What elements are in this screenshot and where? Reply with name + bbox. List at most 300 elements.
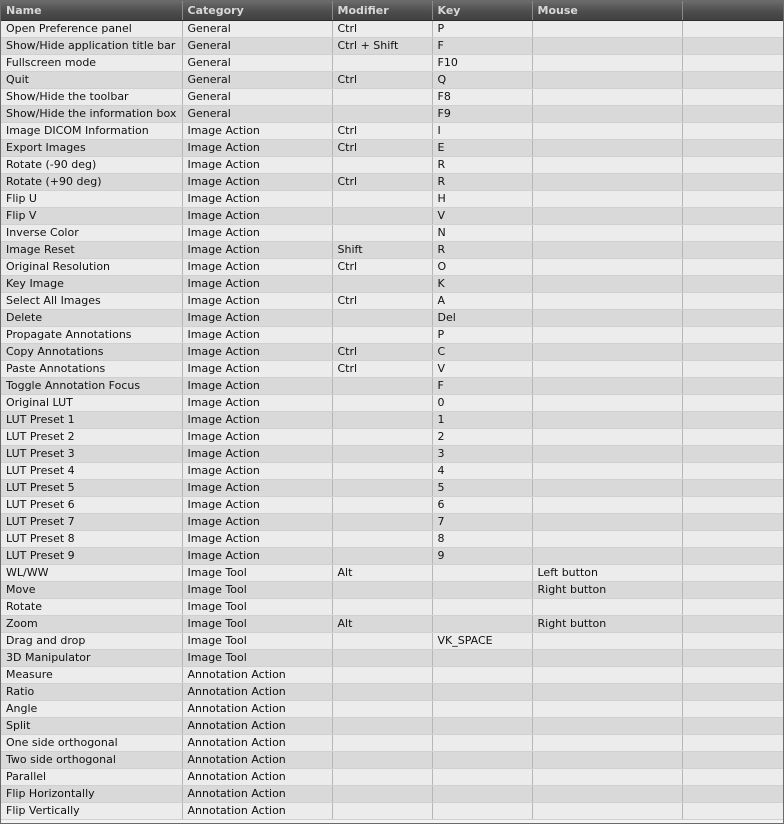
table-row[interactable] (1, 38, 783, 55)
category-cell: Image Action (182, 548, 332, 565)
mouse-cell (532, 89, 682, 106)
table-row[interactable] (1, 548, 783, 565)
mouse-cell: Left button (532, 565, 682, 582)
modifier-cell: Alt (332, 616, 432, 633)
name-cell: WL/WW (1, 565, 182, 582)
category-cell: Image Action (182, 174, 332, 191)
filler-cell (682, 565, 783, 582)
key-cell: N (432, 225, 532, 242)
name-cell: Propagate Annotations (1, 327, 182, 344)
table-row[interactable] (1, 123, 783, 140)
mouse-cell (532, 208, 682, 225)
filler-cell (682, 293, 783, 310)
table-row[interactable] (1, 463, 783, 480)
category-cell: Annotation Action (182, 718, 332, 735)
key-cell: 2 (432, 429, 532, 446)
category-cell: Image Action (182, 429, 332, 446)
category-cell: General (182, 72, 332, 89)
filler-cell (682, 701, 783, 718)
filler-cell (682, 463, 783, 480)
modifier-cell (332, 276, 432, 293)
table-row[interactable] (1, 684, 783, 701)
name-cell: Inverse Color (1, 225, 182, 242)
name-cell: LUT Preset 3 (1, 446, 182, 463)
key-cell (432, 684, 532, 701)
modifier-cell (332, 701, 432, 718)
name-cell: One side orthogonal (1, 735, 182, 752)
filler-cell (682, 497, 783, 514)
modifier-cell: Ctrl (332, 293, 432, 310)
key-cell: 8 (432, 531, 532, 548)
key-cell: R (432, 174, 532, 191)
name-cell: LUT Preset 2 (1, 429, 182, 446)
filler-cell (682, 803, 783, 820)
filler-cell (682, 667, 783, 684)
mouse-cell (532, 276, 682, 293)
filler-cell (682, 718, 783, 735)
mouse-cell (532, 684, 682, 701)
key-cell: 6 (432, 497, 532, 514)
category-cell: Image Action (182, 378, 332, 395)
name-cell: Key Image (1, 276, 182, 293)
key-cell: Del (432, 310, 532, 327)
name-cell: Move (1, 582, 182, 599)
column-header-modifier[interactable]: Modifier (332, 1, 432, 21)
modifier-cell: Shift (332, 242, 432, 259)
key-cell (432, 599, 532, 616)
table-row[interactable] (1, 276, 783, 293)
category-cell: Annotation Action (182, 667, 332, 684)
name-cell: Rotate (1, 599, 182, 616)
key-cell: R (432, 157, 532, 174)
modifier-cell: Ctrl + Shift (332, 38, 432, 55)
filler-cell (682, 650, 783, 667)
table-row[interactable] (1, 514, 783, 531)
modifier-cell (332, 378, 432, 395)
name-cell: LUT Preset 9 (1, 548, 182, 565)
table-row[interactable] (1, 803, 783, 820)
modifier-cell (332, 531, 432, 548)
mouse-cell (532, 293, 682, 310)
name-cell: Parallel (1, 769, 182, 786)
table-row[interactable] (1, 242, 783, 259)
category-cell: Image Action (182, 446, 332, 463)
category-cell: Image Action (182, 140, 332, 157)
name-cell: LUT Preset 7 (1, 514, 182, 531)
filler-cell (682, 259, 783, 276)
mouse-cell (532, 327, 682, 344)
category-cell: Image Action (182, 293, 332, 310)
category-cell: Image Action (182, 276, 332, 293)
mouse-cell (532, 412, 682, 429)
category-cell: Image Tool (182, 633, 332, 650)
key-cell: 5 (432, 480, 532, 497)
mouse-cell (532, 769, 682, 786)
name-cell: Show/Hide the information box (1, 106, 182, 123)
name-cell: Delete (1, 310, 182, 327)
table-header-row (1, 1, 783, 21)
category-cell: Image Tool (182, 565, 332, 582)
name-cell: Split (1, 718, 182, 735)
filler-cell (682, 633, 783, 650)
filler-cell (682, 344, 783, 361)
category-cell: Annotation Action (182, 752, 332, 769)
category-cell: Annotation Action (182, 735, 332, 752)
filler-cell (682, 89, 783, 106)
name-cell: Flip U (1, 191, 182, 208)
modifier-cell (332, 225, 432, 242)
name-cell: Drag and drop (1, 633, 182, 650)
key-cell: K (432, 276, 532, 293)
table-row[interactable] (1, 667, 783, 684)
category-cell: Annotation Action (182, 684, 332, 701)
filler-cell (682, 786, 783, 803)
key-cell: Q (432, 72, 532, 89)
filler-cell (682, 310, 783, 327)
table-row[interactable] (1, 531, 783, 548)
name-cell: Fullscreen mode (1, 55, 182, 72)
modifier-cell (332, 55, 432, 72)
table-row[interactable] (1, 497, 783, 514)
modifier-cell (332, 106, 432, 123)
modifier-cell (332, 89, 432, 106)
filler-cell (682, 616, 783, 633)
key-cell: A (432, 293, 532, 310)
filler-cell (682, 378, 783, 395)
filler-cell (682, 582, 783, 599)
key-cell: F8 (432, 89, 532, 106)
mouse-cell (532, 310, 682, 327)
modifier-cell (332, 327, 432, 344)
mouse-cell (532, 361, 682, 378)
mouse-cell (532, 72, 682, 89)
table-row[interactable] (1, 293, 783, 310)
name-cell: Export Images (1, 140, 182, 157)
key-cell: 4 (432, 463, 532, 480)
key-cell: I (432, 123, 532, 140)
table-row[interactable] (1, 650, 783, 667)
modifier-cell: Ctrl (332, 361, 432, 378)
table-row[interactable] (1, 769, 783, 786)
mouse-cell (532, 140, 682, 157)
table-row[interactable] (1, 565, 783, 582)
modifier-cell (332, 684, 432, 701)
filler-cell (682, 38, 783, 55)
modifier-cell (332, 786, 432, 803)
category-cell: General (182, 38, 332, 55)
key-cell: E (432, 140, 532, 157)
mouse-cell (532, 480, 682, 497)
filler-cell (682, 21, 783, 38)
mouse-cell (532, 395, 682, 412)
table-row[interactable] (1, 72, 783, 89)
category-cell: Image Action (182, 514, 332, 531)
filler-cell (682, 140, 783, 157)
mouse-cell (532, 463, 682, 480)
modifier-cell (332, 633, 432, 650)
table-row[interactable] (1, 89, 783, 106)
category-cell: Image Action (182, 242, 332, 259)
table-row[interactable] (1, 429, 783, 446)
table-row[interactable] (1, 106, 783, 123)
name-cell: Rotate (-90 deg) (1, 157, 182, 174)
key-cell: R (432, 242, 532, 259)
mouse-cell (532, 752, 682, 769)
category-cell: Image Action (182, 208, 332, 225)
modifier-cell (332, 157, 432, 174)
modifier-cell (332, 191, 432, 208)
name-cell: LUT Preset 1 (1, 412, 182, 429)
name-cell: Rotate (+90 deg) (1, 174, 182, 191)
table-row[interactable] (1, 446, 783, 463)
table-row[interactable] (1, 412, 783, 429)
table-row[interactable] (1, 633, 783, 650)
mouse-cell (532, 242, 682, 259)
name-cell: Paste Annotations (1, 361, 182, 378)
table-row[interactable] (1, 21, 783, 38)
modifier-cell (332, 650, 432, 667)
mouse-cell (532, 429, 682, 446)
name-cell: Image Reset (1, 242, 182, 259)
filler-cell (682, 395, 783, 412)
mouse-cell: Right button (532, 582, 682, 599)
key-cell: P (432, 21, 532, 38)
column-header-key[interactable]: Key (432, 1, 532, 21)
mouse-cell (532, 259, 682, 276)
modifier-cell (332, 429, 432, 446)
key-cell (432, 565, 532, 582)
name-cell: LUT Preset 5 (1, 480, 182, 497)
name-cell: Select All Images (1, 293, 182, 310)
modifier-cell: Ctrl (332, 344, 432, 361)
modifier-cell: Ctrl (332, 72, 432, 89)
table-row[interactable] (1, 327, 783, 344)
key-cell: F9 (432, 106, 532, 123)
filler-cell (682, 735, 783, 752)
name-cell: LUT Preset 6 (1, 497, 182, 514)
name-cell: Measure (1, 667, 182, 684)
filler-cell (682, 174, 783, 191)
category-cell: Image Action (182, 361, 332, 378)
category-cell: Image Action (182, 157, 332, 174)
table-row[interactable] (1, 752, 783, 769)
mouse-cell (532, 599, 682, 616)
key-cell: H (432, 191, 532, 208)
category-cell: Image Tool (182, 616, 332, 633)
category-cell: General (182, 21, 332, 38)
mouse-cell (532, 157, 682, 174)
mouse-cell (532, 123, 682, 140)
shortcuts-table (1, 1, 784, 820)
name-cell: Image DICOM Information (1, 123, 182, 140)
name-cell: LUT Preset 8 (1, 531, 182, 548)
category-cell: Annotation Action (182, 701, 332, 718)
table-row[interactable] (1, 582, 783, 599)
table-row[interactable] (1, 259, 783, 276)
modifier-cell (332, 752, 432, 769)
filler-cell (682, 123, 783, 140)
filler-cell (682, 225, 783, 242)
key-cell: F (432, 38, 532, 55)
category-cell: Image Tool (182, 599, 332, 616)
filler-cell (682, 191, 783, 208)
key-cell: 0 (432, 395, 532, 412)
modifier-cell (332, 769, 432, 786)
modifier-cell (332, 208, 432, 225)
mouse-cell (532, 667, 682, 684)
modifier-cell: Ctrl (332, 21, 432, 38)
modifier-cell (332, 395, 432, 412)
key-cell (432, 650, 532, 667)
name-cell: 3D Manipulator (1, 650, 182, 667)
filler-cell (682, 208, 783, 225)
name-cell: Open Preference panel (1, 21, 182, 38)
category-cell: Image Action (182, 225, 332, 242)
mouse-cell (532, 38, 682, 55)
modifier-cell: Ctrl (332, 140, 432, 157)
key-cell: F (432, 378, 532, 395)
table-row[interactable] (1, 55, 783, 72)
filler-cell (682, 446, 783, 463)
key-cell (432, 718, 532, 735)
table-row[interactable] (1, 395, 783, 412)
table-row[interactable] (1, 225, 783, 242)
mouse-cell (532, 174, 682, 191)
filler-cell (682, 242, 783, 259)
mouse-cell (532, 446, 682, 463)
name-cell: Show/Hide the toolbar (1, 89, 182, 106)
filler-cell (682, 327, 783, 344)
modifier-cell (332, 463, 432, 480)
category-cell: Annotation Action (182, 786, 332, 803)
table-row[interactable] (1, 191, 783, 208)
mouse-cell (532, 106, 682, 123)
mouse-cell (532, 225, 682, 242)
filler-cell (682, 72, 783, 89)
category-cell: Image Action (182, 463, 332, 480)
modifier-cell (332, 582, 432, 599)
table-row[interactable] (1, 208, 783, 225)
modifier-cell (332, 412, 432, 429)
key-cell: P (432, 327, 532, 344)
key-cell: V (432, 361, 532, 378)
category-cell: Image Action (182, 123, 332, 140)
name-cell: Original LUT (1, 395, 182, 412)
column-header-mouse[interactable]: Mouse (532, 1, 682, 21)
modifier-cell: Ctrl (332, 123, 432, 140)
table-row[interactable] (1, 140, 783, 157)
key-cell: V (432, 208, 532, 225)
mouse-cell (532, 378, 682, 395)
mouse-cell (532, 191, 682, 208)
mouse-cell (532, 548, 682, 565)
table-row[interactable] (1, 310, 783, 327)
category-cell: Annotation Action (182, 803, 332, 820)
name-cell: Flip Vertically (1, 803, 182, 820)
name-cell: Flip V (1, 208, 182, 225)
modifier-cell (332, 480, 432, 497)
column-header-name[interactable]: Name (1, 1, 182, 21)
filler-cell (682, 769, 783, 786)
mouse-cell (532, 21, 682, 38)
filler-cell (682, 429, 783, 446)
table-row[interactable] (1, 616, 783, 633)
category-cell: Image Action (182, 497, 332, 514)
key-cell: F10 (432, 55, 532, 72)
mouse-cell (532, 803, 682, 820)
mouse-cell (532, 531, 682, 548)
name-cell: Zoom (1, 616, 182, 633)
table-row[interactable] (1, 361, 783, 378)
modifier-cell (332, 599, 432, 616)
key-cell (432, 582, 532, 599)
category-cell: Image Action (182, 412, 332, 429)
modifier-cell (332, 310, 432, 327)
category-cell: Image Action (182, 327, 332, 344)
table-row[interactable] (1, 480, 783, 497)
category-cell: Image Action (182, 531, 332, 548)
filler-cell (682, 514, 783, 531)
category-cell: Image Tool (182, 650, 332, 667)
column-header-category[interactable]: Category (182, 1, 332, 21)
modifier-cell (332, 497, 432, 514)
key-cell: C (432, 344, 532, 361)
filler-cell (682, 361, 783, 378)
filler-cell (682, 55, 783, 72)
table-row[interactable] (1, 735, 783, 752)
table-row[interactable] (1, 378, 783, 395)
key-cell (432, 786, 532, 803)
key-cell: VK_SPACE (432, 633, 532, 650)
table-row[interactable] (1, 701, 783, 718)
category-cell: Image Action (182, 310, 332, 327)
key-cell (432, 769, 532, 786)
key-cell: 7 (432, 514, 532, 531)
category-cell: Image Action (182, 480, 332, 497)
key-cell: O (432, 259, 532, 276)
table-row[interactable] (1, 599, 783, 616)
filler-cell (682, 599, 783, 616)
column-header-filler (682, 1, 783, 21)
table-row[interactable] (1, 786, 783, 803)
name-cell: LUT Preset 4 (1, 463, 182, 480)
category-cell: General (182, 106, 332, 123)
mouse-cell (532, 701, 682, 718)
table-row[interactable] (1, 344, 783, 361)
category-cell: Annotation Action (182, 769, 332, 786)
filler-cell (682, 480, 783, 497)
name-cell: Flip Horizontally (1, 786, 182, 803)
mouse-cell (532, 344, 682, 361)
table-row[interactable] (1, 157, 783, 174)
table-row[interactable] (1, 718, 783, 735)
name-cell: Original Resolution (1, 259, 182, 276)
category-cell: Image Tool (182, 582, 332, 599)
filler-cell (682, 752, 783, 769)
modifier-cell (332, 548, 432, 565)
mouse-cell (532, 735, 682, 752)
key-cell (432, 667, 532, 684)
name-cell: Quit (1, 72, 182, 89)
mouse-cell (532, 514, 682, 531)
name-cell: Toggle Annotation Focus (1, 378, 182, 395)
category-cell: Image Action (182, 344, 332, 361)
mouse-cell (532, 786, 682, 803)
filler-cell (682, 531, 783, 548)
table-row[interactable] (1, 174, 783, 191)
key-cell (432, 616, 532, 633)
key-cell (432, 735, 532, 752)
